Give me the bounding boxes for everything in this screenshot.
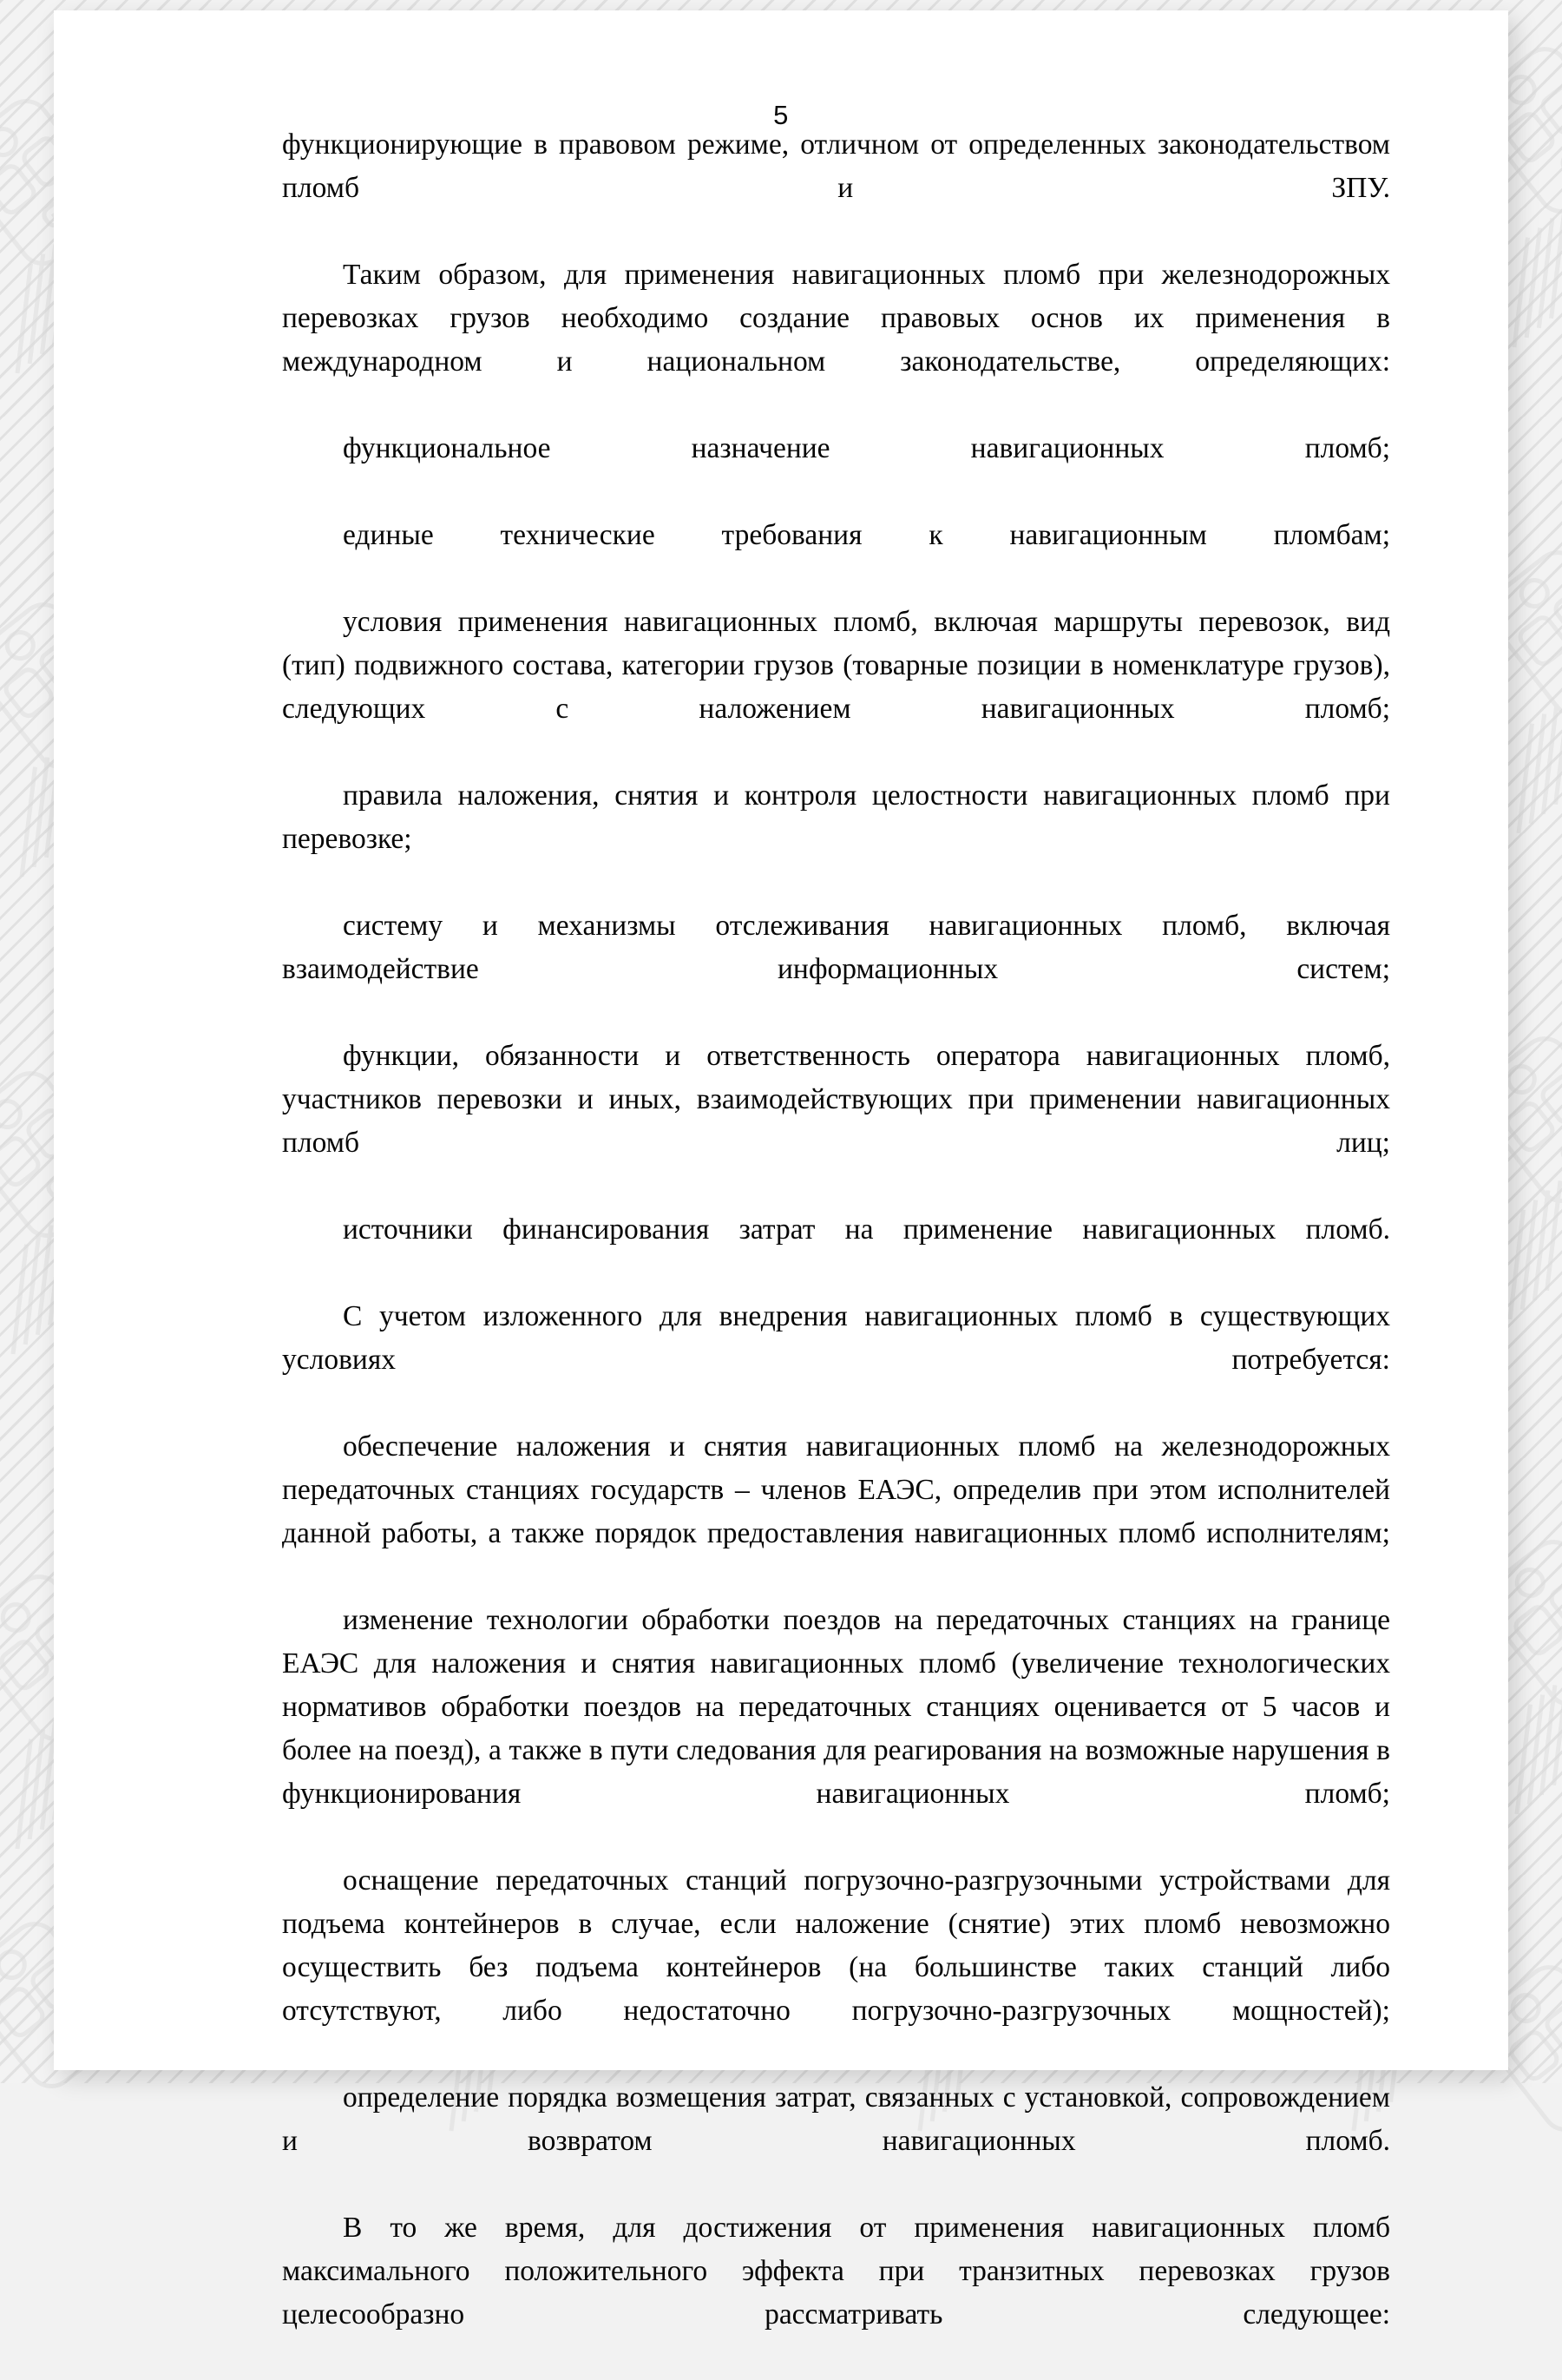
paragraph: С учетом изложенного для внедрения навигационных пломб в существующих условиях потребуется: — [282, 1300, 1390, 1376]
paragraph: обеспечение наложения и снятия навигационных пломб на железнодорожных передаточных станциях государств – членов ЕАЭС, определив при этом исполнителей данной работы, а также порядок предоставления навигационных пломб исполнителям; — [282, 1430, 1390, 1549]
paragraph: изменение технологии обработки поездов на передаточных станциях на границе ЕАЭС для наложения и снятия навигационных пломб (увеличение технологических нормативов обработки поездов на передаточных станциях оценивается от 5 часов и более на поезд), а также в пути следования для реагирования на возможные нарушения в функционирования навигационных пломб; — [282, 1604, 1390, 1810]
paragraph: функции, обязанности и ответственность оператора навигационных пломб, участников перевозки и иных, взаимодействующих при применении навигационных пломб лиц; — [282, 1040, 1390, 1159]
paragraph: правила наложения, снятия и контроля целостности навигационных пломб при перевозке; — [282, 779, 1390, 855]
paragraph: функциональное назначение навигационных пломб; — [343, 432, 1390, 464]
page-number: 5 — [773, 100, 789, 130]
document-body — [282, 123, 1390, 2380]
paragraph: Таким образом, для применения навигационных пломб при железнодорожных перевозках грузов необходимо создание правовых основ их применения в международном и национальном законодательстве, определяющих: — [282, 259, 1390, 378]
paragraph: источники финансирования затрат на применение навигационных пломб. — [343, 1213, 1390, 1246]
paragraph: функционирующие в правовом режиме, отличном от определенных законодательством пломб и ЗПУ. — [282, 128, 1390, 204]
paragraph: условия применения навигационных пломб, включая маршруты перевозок, вид (тип) подвижного состава, категории грузов (товарные позиции в номенклатуре грузов), следующих с наложением навигационных пломб; — [282, 606, 1390, 725]
paragraph: оснащение передаточных станций погрузочно-разгрузочными устройствами для подъема контейнеров в случае, если наложение (снятие) этих пломб невозможно осуществить без подъема контейнеров (на большинстве таких станций либо отсутствуют, либо недостаточно погрузочно-разгрузочных мощностей); — [282, 1864, 1390, 2027]
paragraph: единые технические требования к навигационным пломбам; — [343, 519, 1390, 551]
paragraph: В то же время, для достижения от применения навигационных пломб максимального положительного эффекта при транзитных перевозках грузов целесообразно рассматривать следующее: — [282, 2212, 1390, 2331]
paragraph: систему и механизмы отслеживания навигационных пломб, включая взаимодействие информационных систем; — [282, 910, 1390, 985]
paragraph: определение порядка возмещения затрат, связанных с установкой, сопровождением и возвратом навигационных пломб. — [282, 2081, 1390, 2157]
document-page-sheet — [54, 10, 1508, 2331]
